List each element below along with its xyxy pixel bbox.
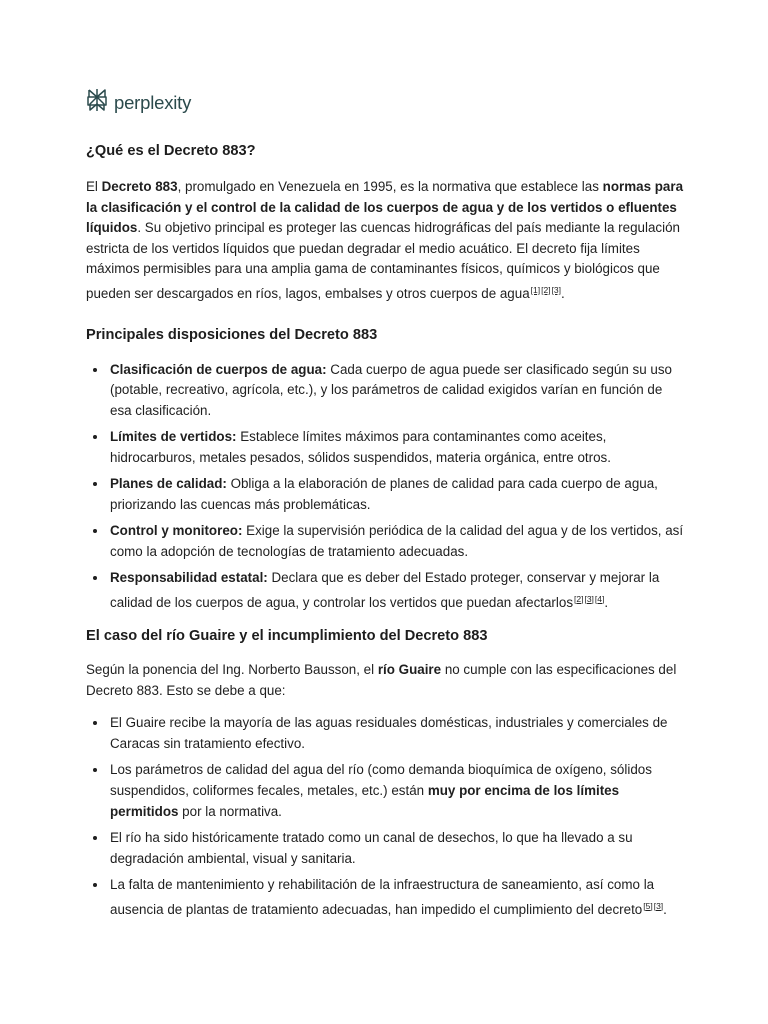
section-paragraph-decreto (86, 177, 686, 305)
brand-name: perplexity (114, 91, 192, 113)
text-span: Declara que es deber del Estado proteger, conservar y mejorar la calidad de los cuerpos de agua, y controlar los vertidos que puedan afectarlos (110, 570, 660, 610)
text-span: . (604, 594, 609, 610)
list-item (108, 521, 686, 562)
list-item (108, 474, 686, 515)
citation-link[interactable]: [1] (530, 284, 541, 295)
answer-content (86, 141, 686, 926)
bold-span: Planes de calidad: (110, 476, 227, 492)
text-span: El Guaire recibe la mayoría de las aguas residuales domésticas, industriales y comerciales de Caracas sin tratamiento efectivo. (110, 715, 668, 752)
text-span: La falta de mantenimiento y rehabilitación de la infraestructura de saneamiento, así como la ausencia de plantas de tratamiento adecuadas, han impedido el cumplimiento del decreto (110, 877, 655, 917)
bold-span: normas para la clasificación y el control de la calidad de los cuerpos de agua y de los vertidos o efluentes líquidos (86, 179, 684, 236)
list-item (108, 427, 686, 468)
section-title-guaire: El caso del río Guaire y el incumplimiento del Decreto 883 (86, 628, 488, 645)
citation-link[interactable]: [3] (584, 593, 594, 604)
guaire-list (86, 713, 686, 920)
text-span: . (663, 901, 667, 917)
section-title-disposiciones: Principales disposiciones del Decreto 883 (86, 326, 378, 343)
section-paragraph-guaire (86, 660, 686, 701)
bold-span: Decreto 883 (101, 179, 178, 194)
disposiciones-list (86, 360, 686, 614)
bold-span: Límites de vertidos: (110, 429, 237, 445)
text-span: Según la ponencia del Ing. Norberto Bausson, el (86, 662, 378, 678)
list-item (108, 828, 686, 869)
list-item (108, 568, 686, 613)
bold-span: río Guaire (377, 662, 442, 678)
list-item (108, 760, 686, 822)
text-span: por la normativa. (178, 803, 282, 819)
text-span: El (86, 179, 102, 194)
citation-link[interactable]: [3] (653, 900, 664, 911)
section-title-decreto: ¿Qué es el Decreto 883? (86, 143, 256, 159)
list-item (108, 875, 686, 920)
text-span: Establece límites máximos para contaminantes como aceites, hidrocarburos, metales pesados, sólidos suspendidos, materia orgánica, entre otros. (110, 429, 611, 465)
list-item (108, 360, 686, 422)
bold-span: Clasificación de cuerpos de agua: (110, 361, 327, 377)
text-span: El río ha sido históricamente tratado como un canal de desechos, lo que ha llevado a su degradación ambiental, visual y sanitaria. (110, 830, 633, 866)
citation-link[interactable]: [3] (551, 284, 562, 295)
list-item (108, 713, 686, 754)
text-span: Obliga a la elaboración de planes de calidad para cada cuerpo de agua, priorizando las cuencas más problemáticas. (110, 476, 658, 512)
bold-span: muy por encima de los límites permitidos (110, 783, 620, 819)
text-span: . (561, 285, 565, 301)
text-span: , promulgado en Venezuela en 1995, es la normativa que establece las (177, 179, 603, 194)
bold-span: Control y monitoreo: (110, 523, 243, 539)
bold-span: Responsabilidad estatal: (110, 570, 268, 586)
text-span: no cumple con las especificaciones del Decreto 883. Esto se debe a que: (86, 662, 677, 698)
text-span: Cada cuerpo de agua puede ser clasificado según su uso (potable, recreativo, agrícola, etc.), y los parámetros de calidad exigidos varían en función de esa clasificación. (110, 361, 672, 418)
text-span: . Su objetivo principal es proteger las cuencas hidrográficas del país mediante la regulación estricta de los vertidos líquidos que puedan degradar el medio acuático. El decreto fija límites máximos permisibles para una amplia gama de contaminantes físicos, químicos y biológicos que pueden ser descargados en ríos, lagos, embalses y otros cuerpos de agua (86, 220, 680, 301)
citation-link[interactable]: [4] (594, 593, 605, 604)
text-span: Los parámetros de calidad del agua del río (como demanda bioquímica de oxígeno, sólidos suspendidos, coliformes fecales, metales, etc.) están (110, 762, 652, 799)
perplexity-logo-icon (86, 88, 108, 117)
citation-link[interactable]: [2] (541, 284, 551, 295)
text-span: Exige la supervisión periódica de la calidad del agua y de los vertidos, así como la adopción de tecnologías de tratamiento adecuadas. (110, 523, 684, 559)
citation-link[interactable]: [2] (574, 593, 584, 604)
brand-logo[interactable] (86, 88, 191, 117)
citation-link[interactable]: [5] (643, 900, 653, 911)
